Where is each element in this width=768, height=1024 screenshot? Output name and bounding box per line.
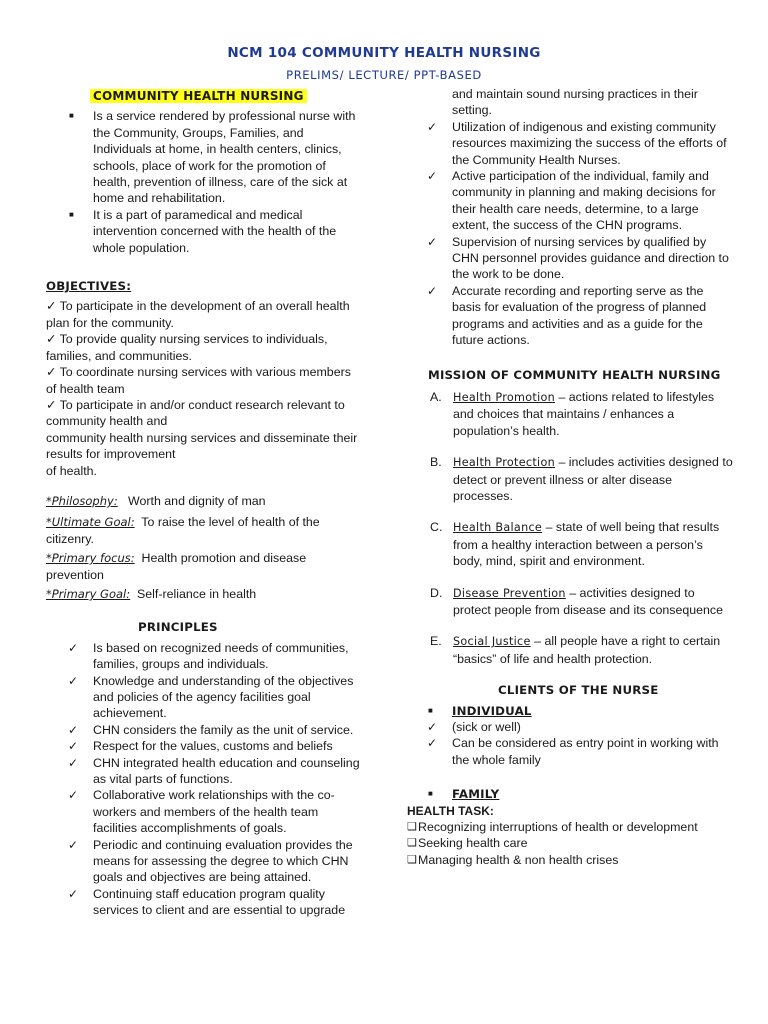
checkmark-icon: ✓ (427, 736, 438, 751)
chn-heading: COMMUNITY HEALTH NURSING (90, 89, 307, 103)
fact-philosophy (46, 493, 364, 509)
health-task-text: Recognizing interruptions of health or development (418, 820, 698, 835)
objective-line: ✓ To provide quality nursing services to individuals, families, and communities. (46, 332, 328, 363)
list-item (405, 703, 735, 719)
principle-text: Is based on recognized needs of communities, families, groups and individuals. (93, 640, 349, 672)
list-item (405, 234, 735, 283)
list-item (46, 108, 364, 206)
principle-text: Respect for the values, customs and beliefs (93, 739, 333, 754)
principle-text: Utilization of indigenous and existing community resources maximizing the success of the efforts of the Community Health Nurses. (452, 119, 727, 167)
health-task-text: Seeking health care (418, 836, 528, 851)
principle-text: Continuing staff education program quality services to client and are essential to upgrade (93, 886, 346, 918)
mission-text: – actions related to lifestyles and choices that maintains / enhances a population’s health. (453, 389, 715, 438)
checkmark-icon: ✓ (68, 788, 79, 803)
mission-text: – state of well being that results from a healthy interaction between a person’s body, mind, spirit and environment. (453, 520, 720, 569)
objective-line: of health. (46, 463, 97, 478)
bullet-square-icon: ■ (428, 789, 433, 799)
objective-line: ✓ To participate in the development of an overall health plan for the community. (46, 299, 350, 330)
list-item (46, 886, 364, 919)
mission-item (405, 519, 735, 569)
mission-letter: A. (430, 389, 442, 404)
mission-term: Disease Prevention (453, 586, 566, 600)
checkmark-icon: ✓ (68, 673, 79, 688)
list-item (405, 735, 735, 768)
mission-text: – includes activities designed to detect or prevent illness or alter disease processes. (453, 455, 733, 503)
individual-text: Can be considered as entry point in working with the whole family (452, 736, 719, 767)
list-item (46, 640, 364, 673)
mission-term: Health Promotion (453, 390, 556, 404)
document-title: NCM 104 COMMUNITY HEALTH NURSING (227, 45, 541, 61)
left-column (46, 88, 364, 919)
objective-line: ✓ To coordinate nursing services with various members of health team (46, 365, 351, 396)
family-heading: FAMILY (452, 787, 500, 802)
principles-continued-list (405, 119, 735, 349)
principle-text: Accurate recording and reporting serve as the basis for evaluation of the progress of planned programs and activities and as a guide for the future actions. (452, 283, 707, 348)
objective-line: ✓ To participate in and/or conduct research relevant to community health and (46, 397, 345, 429)
checkmark-icon: ✓ (68, 640, 79, 655)
mission-list (405, 389, 735, 667)
principle-text: CHN considers the family as the unit of service. (93, 722, 354, 737)
list-item (405, 786, 735, 802)
individual-text: (sick or well) (452, 720, 521, 734)
fact-label: *Philosophy: (46, 493, 118, 508)
mission-text: – activities designed to protect people from disease and its consequence (453, 585, 724, 617)
list-item (407, 835, 735, 851)
objective-line: community health nursing services and disseminate their results for improvement (46, 430, 358, 462)
bullet-text: Is a service rendered by professional nurse with the Community, Groups, Families, and Individuals at home, in health centers, clinics, schools, place of work for the promotion of health, prevention of illness, care of the sick at home and rehabilitation. (93, 109, 356, 206)
checkmark-icon: ✓ (427, 234, 438, 249)
list-item (405, 168, 735, 234)
mission-text: – all people have a right to certain “basics” of life and health protection. (453, 634, 721, 666)
list-item (46, 673, 364, 722)
mission-item (405, 454, 735, 504)
checkmark-icon: ✓ (68, 722, 79, 737)
list-item (46, 738, 364, 754)
list-item (407, 819, 735, 835)
mission-term: Health Protection (453, 456, 555, 470)
principles-heading: PRINCIPLES (138, 620, 218, 635)
objectives-heading: OBJECTIVES: (46, 279, 132, 294)
facts-block (46, 493, 364, 602)
bullet-square-icon: ■ (69, 111, 74, 121)
mission-letter: E. (430, 634, 442, 649)
fact-ultimate-goal (46, 514, 364, 547)
checkmark-icon: ✓ (427, 283, 438, 298)
right-column (405, 86, 735, 868)
bullet-square-icon: ■ (428, 705, 433, 715)
family-block (405, 786, 735, 802)
mission-item (405, 633, 735, 667)
list-item (46, 787, 364, 836)
mission-letter: D. (430, 585, 443, 600)
mission-term: Social Justice (453, 635, 531, 649)
fact-label: *Primary Goal: (46, 586, 131, 601)
principle-continued: and maintain sound nursing practices in their setting. (452, 87, 698, 118)
list-item (46, 837, 364, 886)
fact-text: Self-reliance in health (137, 586, 257, 601)
mission-letter: C. (430, 520, 443, 535)
checkbox-icon: ❑ (407, 837, 417, 850)
fact-primary-goal (46, 586, 364, 602)
principle-text: Knowledge and understanding of the objectives and policies of the agency facilities goal achievement. (93, 673, 354, 721)
fact-text: Worth and dignity of man (128, 493, 266, 508)
list-item (405, 119, 735, 168)
list-item (46, 722, 364, 738)
fact-text: Health promotion and disease prevention (46, 551, 307, 582)
mission-item (405, 585, 735, 619)
document-subtitle: PRELIMS/ LECTURE/ PPT-BASED (286, 68, 482, 82)
bullet-text: It is a part of paramedical and medical intervention concerned with the health of the whole population. (93, 207, 337, 255)
individual-block (405, 703, 735, 719)
chn-heading-wrap (90, 88, 364, 104)
bullet-square-icon: ■ (69, 209, 74, 219)
checkmark-icon: ✓ (427, 119, 438, 134)
mission-letter: B. (430, 455, 442, 470)
individual-heading: INDIVIDUAL (452, 703, 532, 718)
chn-definition-list (46, 108, 364, 256)
checkmark-icon: ✓ (68, 755, 79, 770)
health-task-label: HEALTH TASK: (407, 803, 494, 818)
checkmark-icon: ✓ (68, 886, 79, 901)
principle-text: Active participation of the individual, family and community in planning and making decisions for their health care needs, determine, to a large extent, the success of the CHN programs. (452, 169, 716, 233)
list-item (46, 755, 364, 788)
fact-label: *Primary focus: (46, 551, 135, 566)
fact-primary-focus (46, 550, 364, 583)
principle-text: CHN integrated health education and counseling as vital parts of functions. (93, 755, 360, 787)
checkmark-icon: ✓ (427, 720, 438, 734)
principle-text: Supervision of nursing services by qualified by CHN personnel provides guidance and direction to the work to be done. (452, 234, 729, 282)
fact-label: *Ultimate Goal: (46, 515, 135, 530)
principle-text: Collaborative work relationships with the co-workers and members of the health team facilities accomplishments of goals. (93, 788, 335, 836)
list-item (46, 207, 364, 256)
health-task-text: Managing health & non health crises (418, 852, 619, 867)
clients-heading: CLIENTS OF THE NURSE (498, 683, 659, 698)
list-item (405, 283, 735, 349)
mission-term: Health Balance (453, 521, 543, 535)
mission-heading: MISSION OF COMMUNITY HEALTH NURSING (428, 367, 721, 382)
checkbox-icon: ❑ (407, 821, 417, 834)
list-item (407, 852, 735, 868)
health-task-list (407, 819, 735, 868)
individual-list (405, 719, 735, 768)
checkmark-icon: ✓ (68, 739, 79, 754)
principle-text: Periodic and continuing evaluation provides the means for assessing the degree to which CHN goals and objectives are being attained. (93, 837, 353, 885)
checkbox-icon: ❑ (407, 853, 417, 866)
checkmark-icon: ✓ (68, 837, 79, 852)
checkmark-icon: ✓ (427, 169, 438, 184)
list-item (405, 719, 735, 735)
mission-item (405, 389, 735, 439)
objectives-list (46, 298, 364, 478)
principles-list (46, 640, 364, 919)
fact-text: To raise the level of health of the citizenry. (46, 515, 320, 546)
